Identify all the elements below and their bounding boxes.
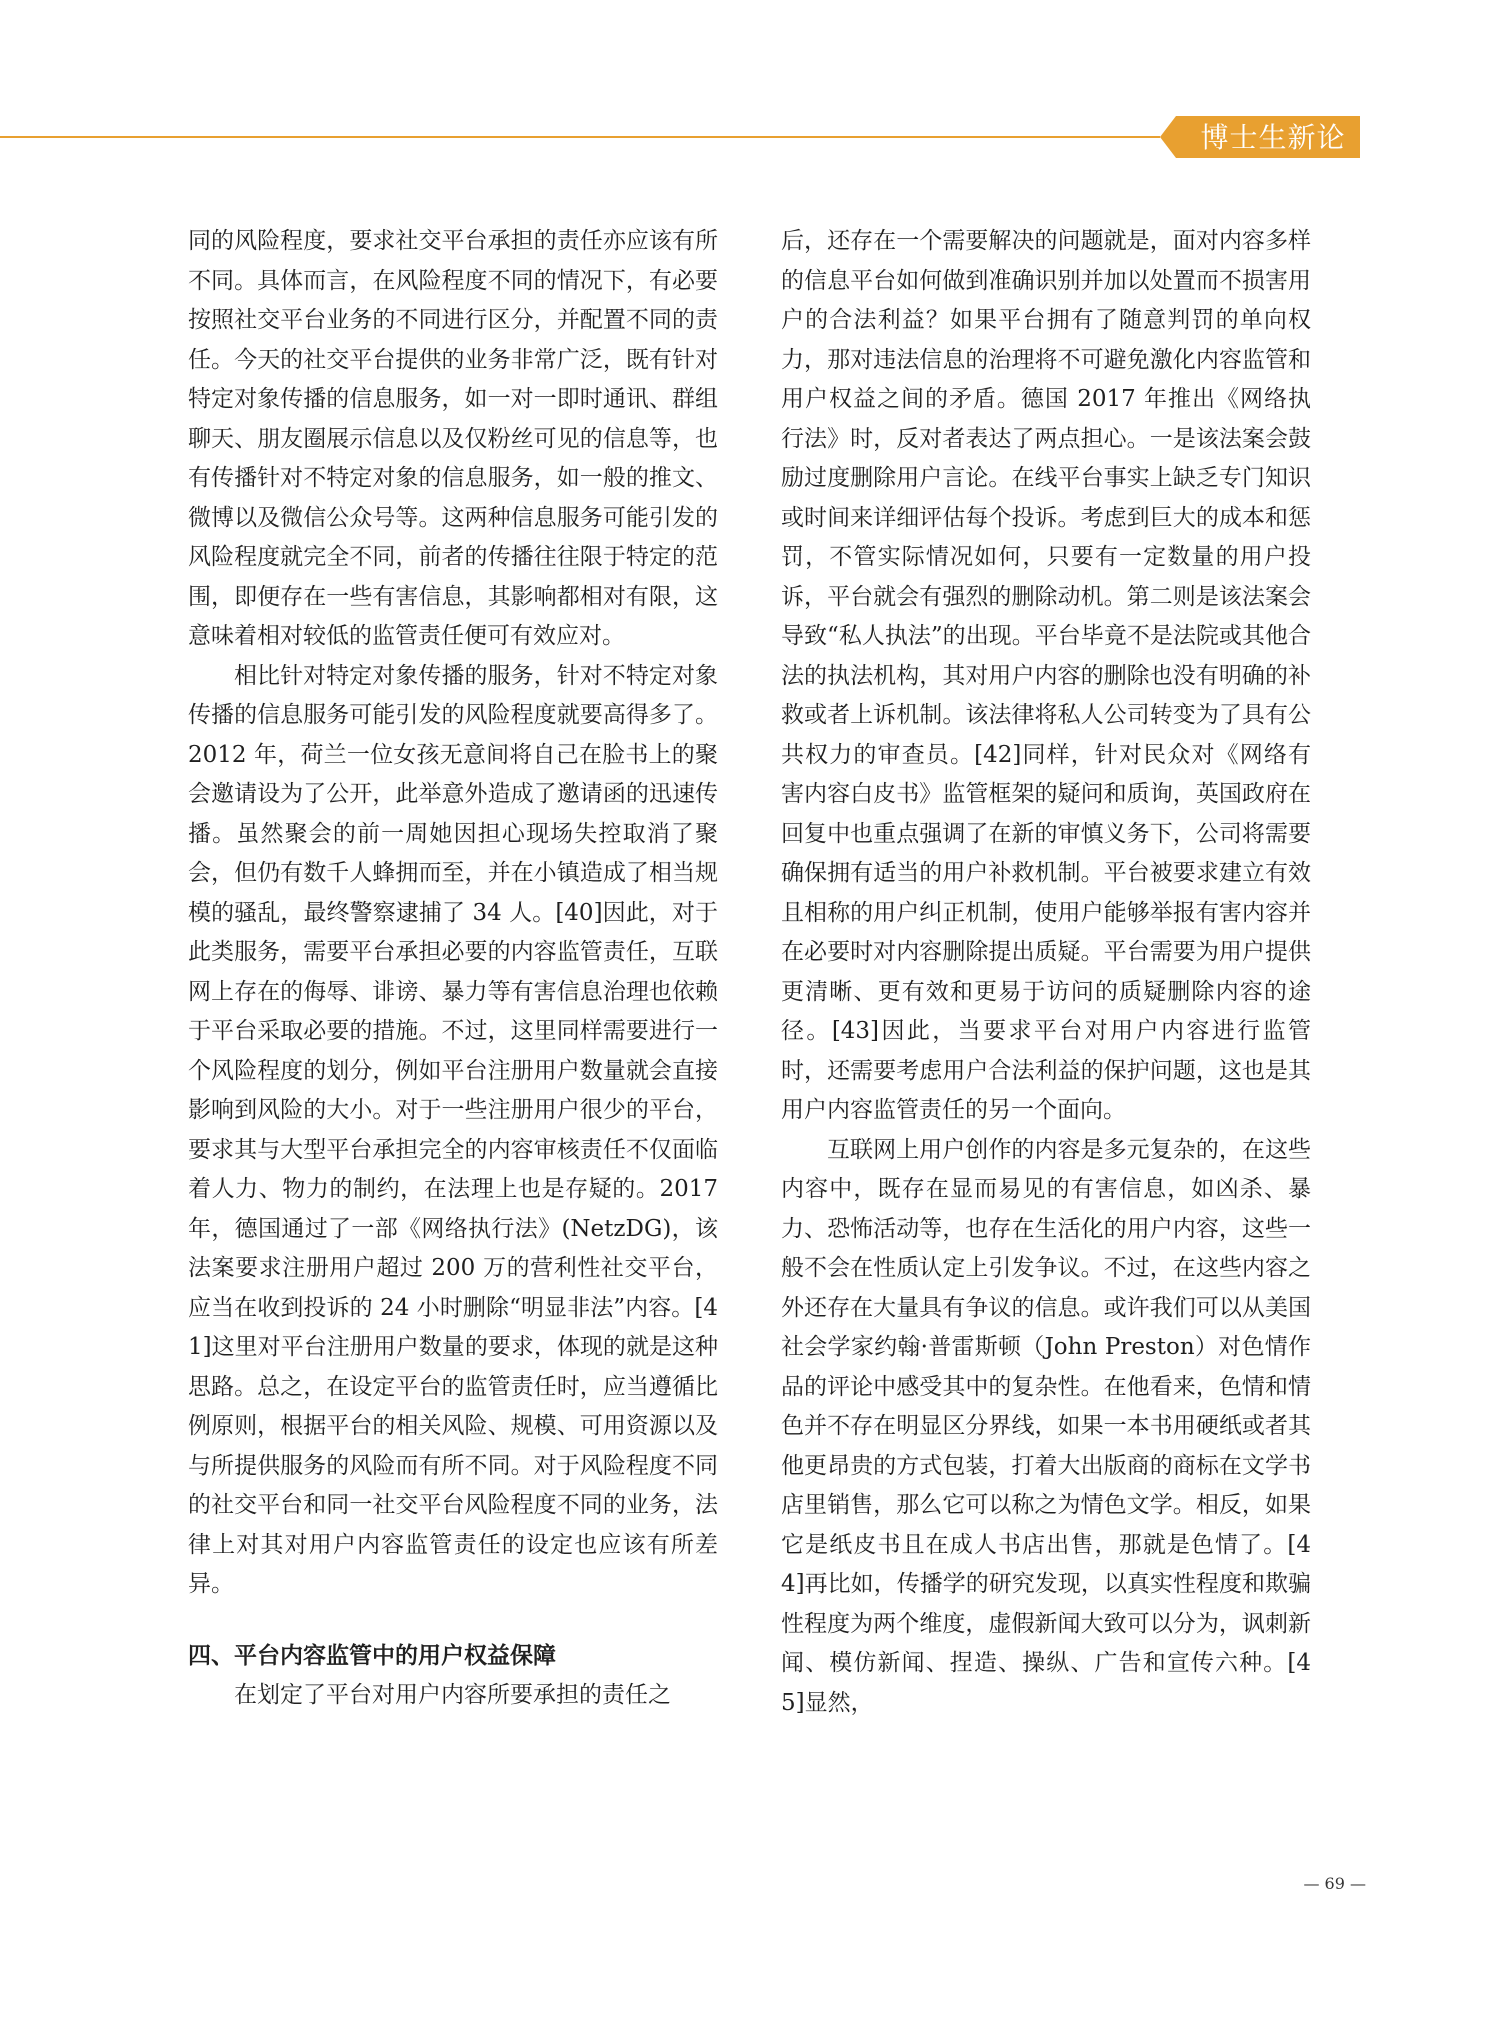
right-paragraph-2: 互联网上用户创作的内容是多元复杂的，在这些内容中，既存在显而易见的有害信息，如凶杀、暴力、恐怖活动等，也存在生活化的用户内容，这些一般不会在性质认定上引发争议。不过，在这些内容之外还存在大量具有争议的信息。或许我们可以从美国社会学家约翰·普雷斯顿（John Preston）对色情作品的评论中感受其中的复杂性。在他看来，色情和情色并不存在明显区分界线，如果一本书用硬纸或者其他更昂贵的方式包装，打着大出版商的商标在文学书店里销售，那么它可以称之为情色文学。相反，如果它是纸皮书且在成人书店出售，那就是色情了。[44]再比如，传播学的研究发现，以真实性程度和欺骗性程度为两个维度，虚假新闻大致可以分为，讽刺新闻、模仿新闻、捏造、操纵、广告和宣传六种。[45]显然， <box>781 1136 1311 1716</box>
header-rule <box>0 136 1160 138</box>
page-number: — 69 — <box>1303 1874 1366 1893</box>
section-heading: 四、平台内容监管中的用户权益保障 <box>188 1642 556 1669</box>
left-paragraph-2: 相比针对特定对象传播的服务，针对不特定对象传播的信息服务可能引发的风险程度就要高得多了。2012 年，荷兰一位女孩无意间将自己在脸书上的聚会邀请设为了公开，此举意外造成了邀请函的迅速传播。虽然聚会的前一周她因担心现场失控取消了聚会，但仍有数千人蜂拥而至，并在小镇造成了相当规模的骚乱，最终警察逮捕了 34 人。[40]因此，对于此类服务，需要平台承担必要的内容监管责任，互联网上存在的侮辱、诽谤、暴力等有害信息治理也依赖于平台采取必要的措施。不过，这里同样需要进行一个风险程度的划分，例如平台注册用户数量就会直接影响到风险的大小。对于一些注册用户很少的平台，要求其与大型平台承担完全的内容审核责任不仅面临着人力、物力的制约，在法理上也是存疑的。2017 年，德国通过了一部《网络执行法》(NetzDG)，该法案要求注册用户超过 200 万的营利性社交平台，应当在收到投诉的 24 小时删除“明显非法”内容。[41]这里对平台注册用户数量的要求，体现的就是这种思路。总之，在设定平台的监管责任时，应当遵循比例原则，根据平台的相关风险、规模、可用资源以及与所提供服务的风险而有所不同。对于风险程度不同的社交平台和同一社交平台风险程度不同的业务，法律上对其对用户内容监管责任的设定也应该有所差异。 <box>188 662 718 1597</box>
left-paragraph-1: 同的风险程度，要求社交平台承担的责任亦应该有所不同。具体而言，在风险程度不同的情况下，有必要按照社交平台业务的不同进行区分，并配置不同的责任。今天的社交平台提供的业务非常广泛，既有针对特定对象传播的信息服务，如一对一即时通讯、群组聊天、朋友圈展示信息以及仅粉丝可见的信息等，也有传播针对不特定对象的信息服务，如一般的推文、微博以及微信公众号等。这两种信息服务可能引发的风险程度就完全不同，前者的传播往往限于特定的范围，即便存在一些有害信息，其影响都相对有限，这意味着相对较低的监管责任便可有效应对。 <box>188 228 718 649</box>
right-column <box>781 222 1311 1822</box>
right-paragraph-1: 后，还存在一个需要解决的问题就是，面对内容多样的信息平台如何做到准确识别并加以处置而不损害用户的合法利益？如果平台拥有了随意判罚的单向权力，那对违法信息的治理将不可避免激化内容监管和用户权益之间的矛盾。德国 2017 年推出《网络执行法》时，反对者表达了两点担心。一是该法案会鼓励过度删除用户言论。在线平台事实上缺乏专门知识或时间来详细评估每个投诉。考虑到巨大的成本和惩罚，不管实际情况如何，只要有一定数量的用户投诉，平台就会有强烈的删除动机。第二则是该法案会导致“私人执法”的出现。平台毕竟不是法院或其他合法的执法机构，其对用户内容的删除也没有明确的补救或者上诉机制。该法律将私人公司转变为了具有公共权力的审查员。[42]同样，针对民众对《网络有害内容白皮书》监管框架的疑问和质询，英国政府在回复中也重点强调了在新的审慎义务下，公司将需要确保拥有适当的用户补救机制。平台被要求建立有效且相称的用户纠正机制，使用户能够举报有害内容并在必要时对内容删除提出质疑。平台需要为用户提供更清晰、更有效和更易于访问的质疑删除内容的途径。[43]因此，当要求平台对用户内容进行监管时，还需要考虑用户合法利益的保护问题，这也是其用户内容监管责任的另一个面向。 <box>781 228 1311 1123</box>
section-label: 博士生新论 <box>1200 121 1346 154</box>
left-column <box>188 222 718 1822</box>
left-paragraph-3: 在划定了平台对用户内容所要承担的责任之 <box>234 1682 671 1708</box>
